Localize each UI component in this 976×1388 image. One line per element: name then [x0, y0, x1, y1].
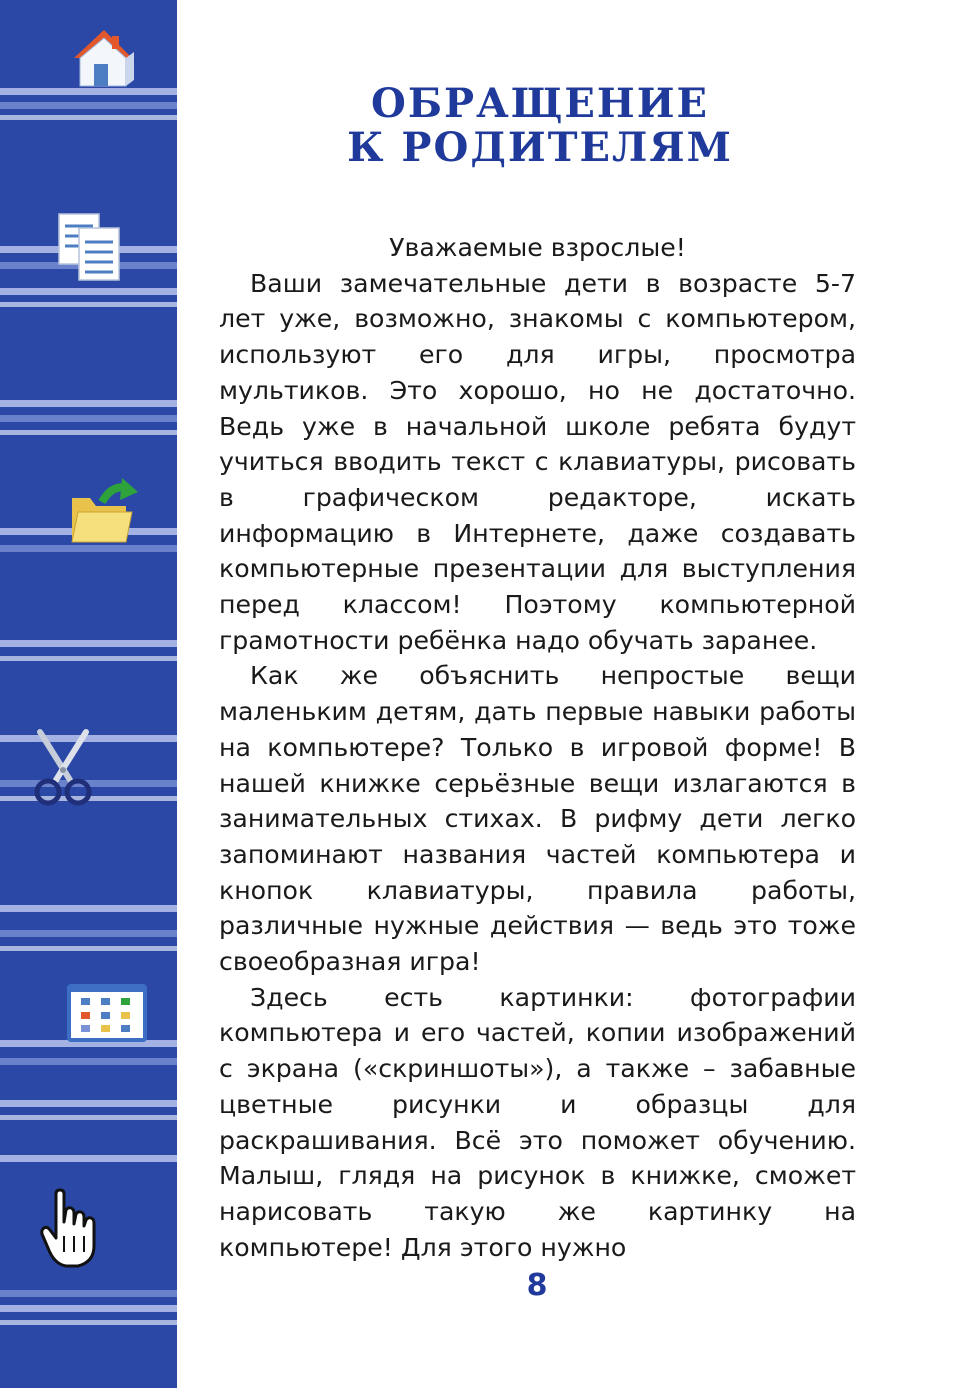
paragraph-1: Ваши замечательные дети в возрасте 5-7 лет уже, возможно, знакомы с компьютером, используют его для игры, просмотра мультиков. Это хорошо, но не достаточно. Ведь уже в начальной школе ребята будут учиться вводить текст с клавиатуры, рисовать в графическом редакторе, искать информацию в Интернете, даже создавать компьютерные презентации для выступления перед классом! Поэтому компьютерной грамотности ребёнка надо обучать заранее. [219, 268, 856, 655]
page-title [230, 82, 850, 170]
home-icon [68, 22, 138, 90]
window-grid-icon [65, 982, 149, 1044]
paragraph-3: Здесь есть картинки: фотографии компьютера и его частей, копии изображений с экрана («скриншоты»), а также – забавные цветные рисунки и образцы для раскрашивания. Всё это поможет обучению. Малыш, глядя на рисунок в книжке, сможет нарисовать такую же картинку на компьютере! Для этого нужно [219, 982, 856, 1262]
folder-move-icon [68, 476, 140, 548]
paragraph-2: Как же объяснить непростые вещи маленьким детям, дать первые навыки работы на компьютере? Только в игровой форме! В нашей книжке серьёзные вещи излагаются в занимательных стихах. В рифму дети легко запоминают названия частей компьютера и кнопок клавиатуры, правила работы, различные нужные действия — ведь это тоже своеобразная игра! [219, 661, 856, 977]
scissors-icon [30, 728, 96, 808]
page-number: 8 [526, 1268, 548, 1303]
title-line-2: К РОДИТЕЛЯМ [347, 124, 733, 171]
hand-cursor-icon [38, 1188, 104, 1270]
title-line-1: ОБРАЩЕНИЕ [371, 80, 709, 127]
decorative-sidebar [0, 0, 177, 1388]
body-text [219, 230, 856, 1265]
greeting: Уважаемые взрослые! [389, 233, 686, 262]
documents-icon [55, 210, 125, 284]
